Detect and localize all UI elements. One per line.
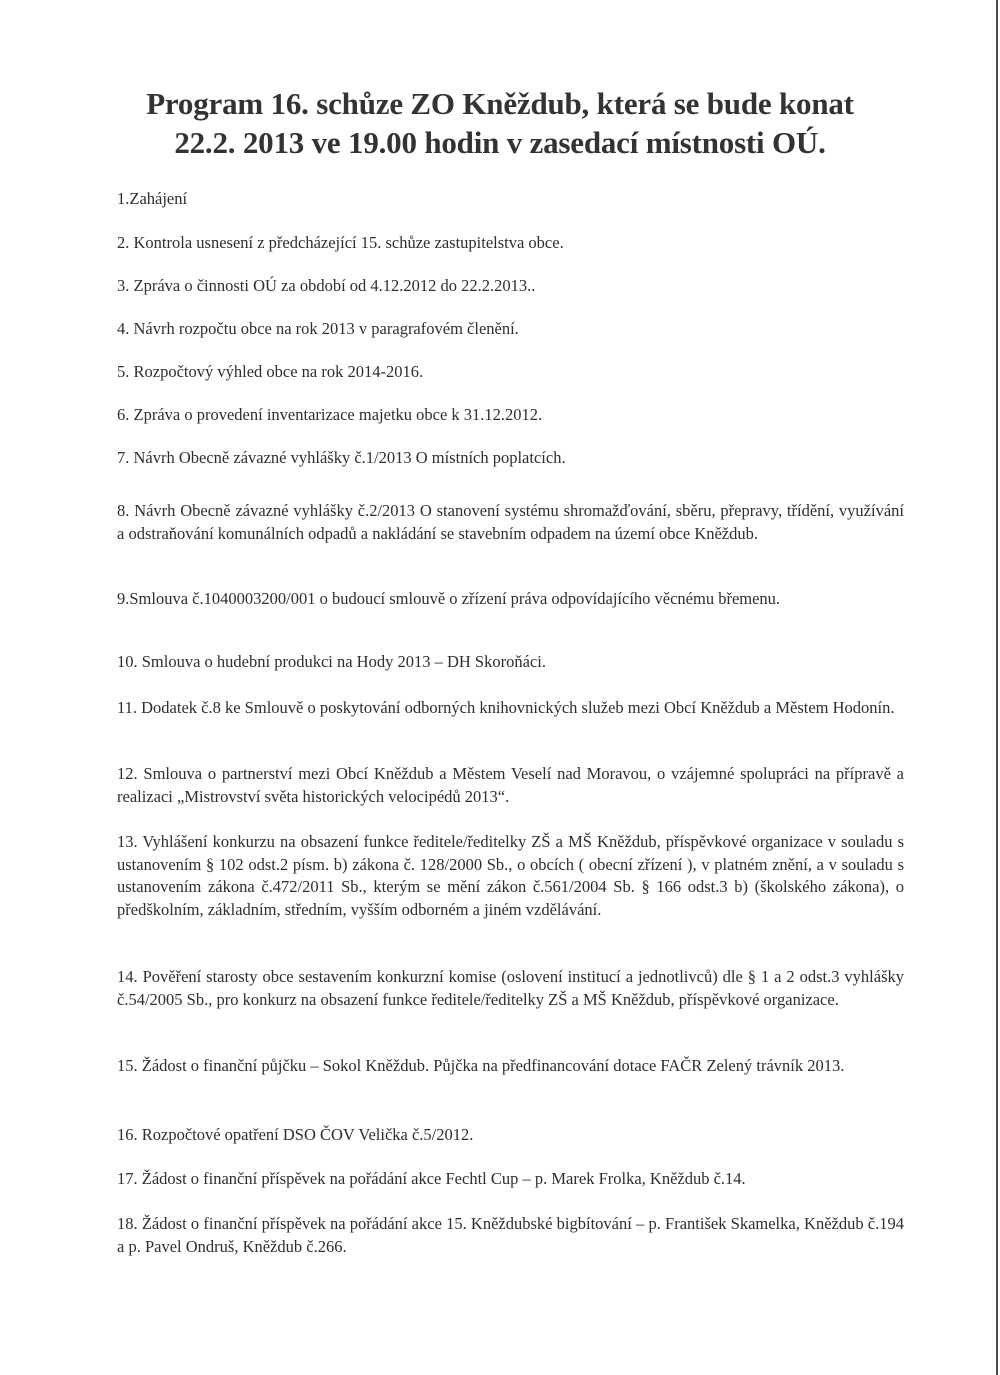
title-line-1: Program 16. schůze ZO Kněždub, která se bude konat (146, 86, 854, 121)
agenda-item-8: 8. Návrh Obecně závazné vyhlášky č.2/2013 O stanovení systému shromažďování, sběru, přepravy, třídění, využívání a odstraňování komunálních odpadů a nakládání se stavebním odpadem na území obce Kněždub. (117, 501, 904, 543)
agenda-item-10: 10. Smlouva o hudební produkci na Hody 2013 – DH Skoroňáci. (117, 652, 546, 671)
agenda-item-3: 3. Zpráva o činnosti OÚ za období od 4.12.2012 do 22.2.2013.. (117, 276, 536, 295)
agenda-item-4: 4. Návrh rozpočtu obce na rok 2013 v paragrafovém členění. (117, 319, 519, 338)
agenda-item-17: 17. Žádost o finanční příspěvek na pořádání akce Fechtl Cup – p. Marek Frolka, Kněždub č.14. (117, 1169, 746, 1188)
agenda-item-14: 14. Pověření starosty obce sestavením konkurzní komise (oslovení institucí a jednotlivců) dle § 1 a 2 odst.3 vyhlášky č.54/2005 Sb., pro konkurz na obsazení funkce ředitele/ředitelky ZŠ a MŠ Kněždub, příspěvkové organizace. (117, 967, 904, 1009)
agenda-item-7: 7. Návrh Obecně závazné vyhlášky č.1/2013 O místních poplatcích. (117, 448, 566, 467)
agenda-item-16: 16. Rozpočtové opatření DSO ČOV Velička č.5/2012. (117, 1125, 474, 1144)
agenda-item-15: 15. Žádost o finanční půjčku – Sokol Kněždub. Půjčka na předfinancování dotace FAČR Zelený trávník 2013. (117, 1056, 845, 1075)
agenda-item-13: 13. Vyhlášení konkurzu na obsazení funkce ředitele/ředitelky ZŠ a MŠ Kněždub, příspěvkové organizace v souladu s ustanovením § 102 odst.2 písm. b) zákona č. 128/2000 Sb., o obcích ( obecní zřízení ), v platném znění, a v souladu s ustanovením zákona č.472/2011 Sb., kterým se mění zákon č.561/2004 Sb. § 166 odst.3 b) (školského zákona), o předškolním, základním, středním, vyšším odborném a jiném vzdělávání. (117, 832, 904, 919)
agenda-item-12: 12. Smlouva o partnerství mezi Obcí Kněždub a Městem Veselí nad Moravou, o vzájemné spolupráci na přípravě a realizaci „Mistrovství světa historických velocipédů 2013“. (117, 764, 904, 806)
page-title (80, 84, 920, 162)
agenda-item-11: 11. Dodatek č.8 ke Smlouvě o poskytování odborných knihovnických služeb mezi Obcí Kněždub a Městem Hodonín. (117, 698, 895, 717)
agenda-item-5: 5. Rozpočtový výhled obce na rok 2014-2016. (117, 362, 424, 381)
agenda-item-1: 1.Zahájení (117, 189, 188, 208)
agenda-item-6: 6. Zpráva o provedení inventarizace majetku obce k 31.12.2012. (117, 405, 543, 424)
agenda-item-2: 2. Kontrola usnesení z předcházející 15. schůze zastupitelstva obce. (117, 233, 564, 252)
title-line-2: 22.2. 2013 ve 19.00 hodin v zasedací místnosti OÚ. (174, 125, 826, 160)
scan-edge-line (996, 0, 998, 1375)
agenda-item-18: 18. Žádost o finanční příspěvek na pořádání akce 15. Kněždubské bigbítování – p. František Skamelka, Kněždub č.194 a p. Pavel Ondruš, Kněždub č.266. (117, 1214, 904, 1256)
agenda-item-9: 9.Smlouva č.1040003200/001 o budoucí smlouvě o zřízení práva odpovídajícího věcnému břemenu. (117, 589, 781, 608)
